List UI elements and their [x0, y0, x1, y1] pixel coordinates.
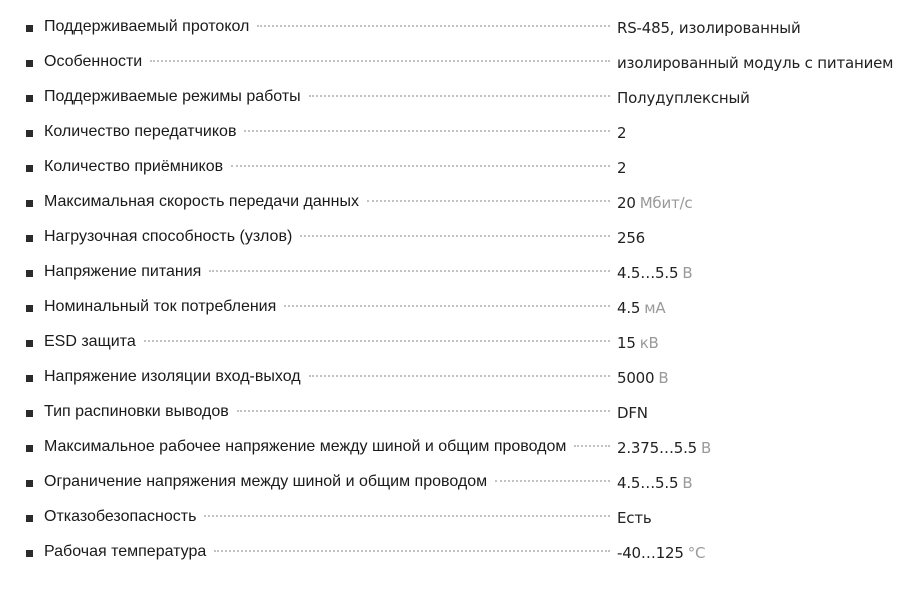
spec-name: Номинальный ток потребления: [44, 298, 280, 316]
dot-leader: [150, 59, 610, 62]
spec-name: Отказобезопасность: [44, 508, 200, 526]
dot-leader: [144, 339, 610, 342]
spec-value: Есть: [617, 509, 652, 527]
spec-name: Тип распиновки выводов: [44, 403, 233, 421]
spec-value: 5000 В: [617, 369, 669, 387]
spec-value: 4.5…5.5 В: [617, 264, 693, 282]
spec-row-2: [0, 80, 900, 115]
spec-name: Поддерживаемый протокол: [44, 18, 253, 36]
dot-leader: [214, 549, 610, 552]
bullet-icon: [26, 270, 33, 277]
dot-leader: [309, 94, 610, 97]
spec-list: [0, 10, 900, 570]
bullet-icon: [26, 515, 33, 522]
dot-leader: [231, 164, 610, 167]
spec-row-5: [0, 185, 900, 220]
spec-value: -40…125 °C: [617, 544, 706, 562]
bullet-icon: [26, 235, 33, 242]
dot-leader: [300, 234, 610, 237]
bullet-icon: [26, 25, 33, 32]
dot-leader: [209, 269, 610, 272]
bullet-icon: [26, 95, 33, 102]
spec-value: 2: [617, 159, 627, 177]
spec-name: Максимальное рабочее напряжение между шиной и общим проводом: [44, 438, 570, 456]
spec-row-10: [0, 360, 900, 395]
spec-row-12: [0, 430, 900, 465]
dot-leader: [257, 24, 610, 27]
spec-row-8: [0, 290, 900, 325]
bullet-icon: [26, 130, 33, 137]
spec-name: Напряжение изоляции вход-выход: [44, 368, 305, 386]
bullet-icon: [26, 375, 33, 382]
bullet-icon: [26, 480, 33, 487]
spec-name: Ограничение напряжения между шиной и общим проводом: [44, 473, 491, 491]
bullet-icon: [26, 200, 33, 207]
spec-name: Поддерживаемые режимы работы: [44, 88, 305, 106]
spec-value: 20 Мбит/с: [617, 194, 693, 212]
dot-leader: [244, 129, 610, 132]
spec-value: DFN: [617, 404, 648, 422]
spec-value: 2: [617, 124, 627, 142]
spec-name: Особенности: [44, 53, 146, 71]
spec-value: изолированный модуль с питанием: [617, 54, 894, 72]
spec-row-14: [0, 500, 900, 535]
spec-name: Напряжение питания: [44, 263, 205, 281]
spec-row-7: [0, 255, 900, 290]
bullet-icon: [26, 340, 33, 347]
bullet-icon: [26, 165, 33, 172]
bullet-icon: [26, 60, 33, 67]
spec-row-3: [0, 115, 900, 150]
dot-leader: [204, 514, 610, 517]
dot-leader: [574, 444, 610, 447]
spec-row-1: [0, 45, 900, 80]
spec-name: ESD защита: [44, 333, 140, 351]
spec-value: 2.375…5.5 В: [617, 439, 712, 457]
spec-name: Количество передатчиков: [44, 123, 240, 141]
dot-leader: [367, 199, 610, 202]
spec-value: 15 кВ: [617, 334, 659, 352]
dot-leader: [309, 374, 610, 377]
bullet-icon: [26, 410, 33, 417]
dot-leader: [237, 409, 610, 412]
spec-row-13: [0, 465, 900, 500]
spec-value: 4.5…5.5 В: [617, 474, 693, 492]
spec-name: Количество приёмников: [44, 158, 227, 176]
spec-row-4: [0, 150, 900, 185]
bullet-icon: [26, 305, 33, 312]
spec-value: 4.5 мА: [617, 299, 666, 317]
spec-row-6: [0, 220, 900, 255]
spec-row-0: [0, 10, 900, 45]
bullet-icon: [26, 550, 33, 557]
bullet-icon: [26, 445, 33, 452]
spec-value: 256: [617, 229, 646, 247]
spec-row-9: [0, 325, 900, 360]
spec-value: RS-485, изолированный: [617, 19, 801, 37]
spec-row-15: [0, 535, 900, 570]
dot-leader: [284, 304, 610, 307]
spec-name: Максимальная скорость передачи данных: [44, 193, 363, 211]
spec-value: Полудуплексный: [617, 89, 750, 107]
spec-row-11: [0, 395, 900, 430]
spec-name: Нагрузочная способность (узлов): [44, 228, 296, 246]
spec-name: Рабочая температура: [44, 543, 210, 561]
dot-leader: [495, 479, 610, 482]
